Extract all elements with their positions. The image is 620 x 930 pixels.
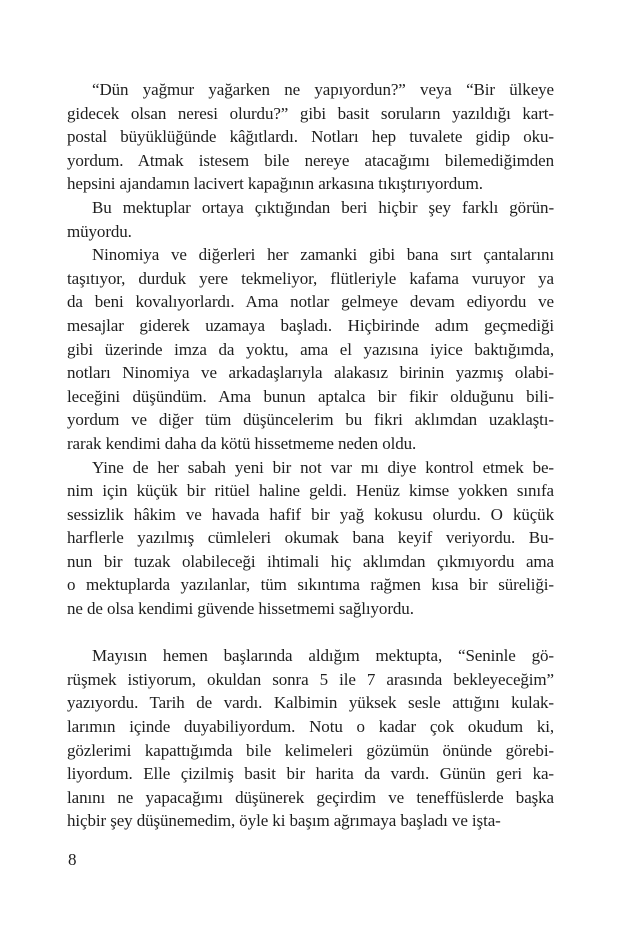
paragraph: [67, 243, 554, 455]
text-line: gözlerimi kapattığımda bile kelimeleri gözümün önünde görebi-: [67, 740, 554, 760]
text-line: leceğini düşündüm. Ama bunun aptalca bir fikir olduğunu bili-: [67, 386, 554, 406]
text-line: lanını ne yapacağımı düşünerek geçirdim ve teneffüslerde başka: [67, 787, 554, 807]
text-line: nun bir tuzak olabileceği ihtimali hiç aklımdan çıkmıyordu ama: [67, 551, 554, 571]
text-line: “Dün yağmur yağarken ne yapıyordun?” veya “Bir ülkeye: [92, 80, 554, 99]
paragraph: [67, 196, 554, 243]
text-line: Ninomiya ve diğerleri her zamanki gibi bana sırt çantalarını: [92, 245, 554, 265]
text-line: hiçbir şey düşünemedim, öyle ki başım ağrımaya başladı ve işta-: [67, 811, 501, 831]
text-line: taşıtıyor, durduk yere tekmeliyor, flütleriyle kafama vuruyor ya: [67, 268, 554, 288]
text-line: gibi üzerinde imza da yoktu, ama el yazısına iyice baktığımda,: [67, 339, 554, 359]
text-line: hepsini ajandamın lacivert kapağının arkasına tıkıştırıyordum.: [67, 174, 483, 194]
text-line: o mektuplarda yazılanlar, tüm sıkıntıma rağmen kısa bir süreliği-: [67, 575, 554, 595]
text-line: Bu mektuplar ortaya çıktığından beri hiçbir şey farklı görün-: [92, 197, 554, 217]
paragraph: [67, 644, 554, 833]
text-line: larımın içinde duyabiliyordum. Notu o kadar çok okudum ki,: [67, 717, 554, 737]
text-line: yazıyordu. Tarih de vardı. Kalbimin yüksek sesle attığını kulak-: [67, 693, 554, 713]
text-line: notları Ninomiya ve arkadaşlarıyla alakasız birinin yazmış olabi-: [67, 363, 554, 383]
text-line: sessizlik hâkim ve havada hafif bir yağ kokusu olurdu. O küçük: [67, 504, 554, 524]
text-line: yordum. Atmak istesem bile nereye atacağımı bilemediğimden: [67, 150, 554, 170]
paragraph: [67, 456, 554, 621]
text-line: Mayısın hemen başlarında aldığım mektupta, “Seninle gö-: [92, 646, 554, 666]
text-line: ne de olsa kendimi güvende hissetmemi sağlıyordu.: [67, 599, 414, 619]
text-line: mesajlar giderek uzamaya başladı. Hiçbirinde adım geçmediği: [67, 315, 554, 335]
text-line: gidecek olsan neresi olurdu?” gibi basit soruların yazıldığı kart-: [67, 103, 554, 123]
text-line: liyordum. Elle çizilmiş basit bir harita da vardı. Günün geri ka-: [67, 764, 554, 784]
paragraph: [67, 78, 554, 196]
text-line: müyordu.: [67, 221, 132, 241]
text-line: rüşmek istiyorum, okuldan sonra 5 ile 7 arasında bekleyeceğim”: [67, 669, 554, 689]
text-line: postal büyüklüğünde kâğıtlardı. Notları hep tuvalete gidip oku-: [67, 127, 554, 147]
text-line: da beni kovalıyorlardı. Ama notlar gelmeye devam ediyordu ve: [67, 292, 554, 312]
text-line: yordum ve diğer tüm düşüncelerim bu fikri aklımdan uzaklaştı-: [67, 410, 554, 430]
text-line: Yine de her sabah yeni bir not var mı diye kontrol etmek be-: [92, 457, 554, 477]
text-line: rarak kendimi daha da kötü hissetmeme neden oldu.: [67, 433, 417, 453]
text-line: harflerle yazılmış cümleleri okumak bana keyif veriyordu. Bu-: [67, 528, 554, 548]
page-number: 8: [68, 850, 77, 869]
text-line: nim için küçük bir ritüel haline geldi. Henüz kimse yokken sınıfa: [67, 481, 554, 501]
text-column: [67, 78, 554, 833]
